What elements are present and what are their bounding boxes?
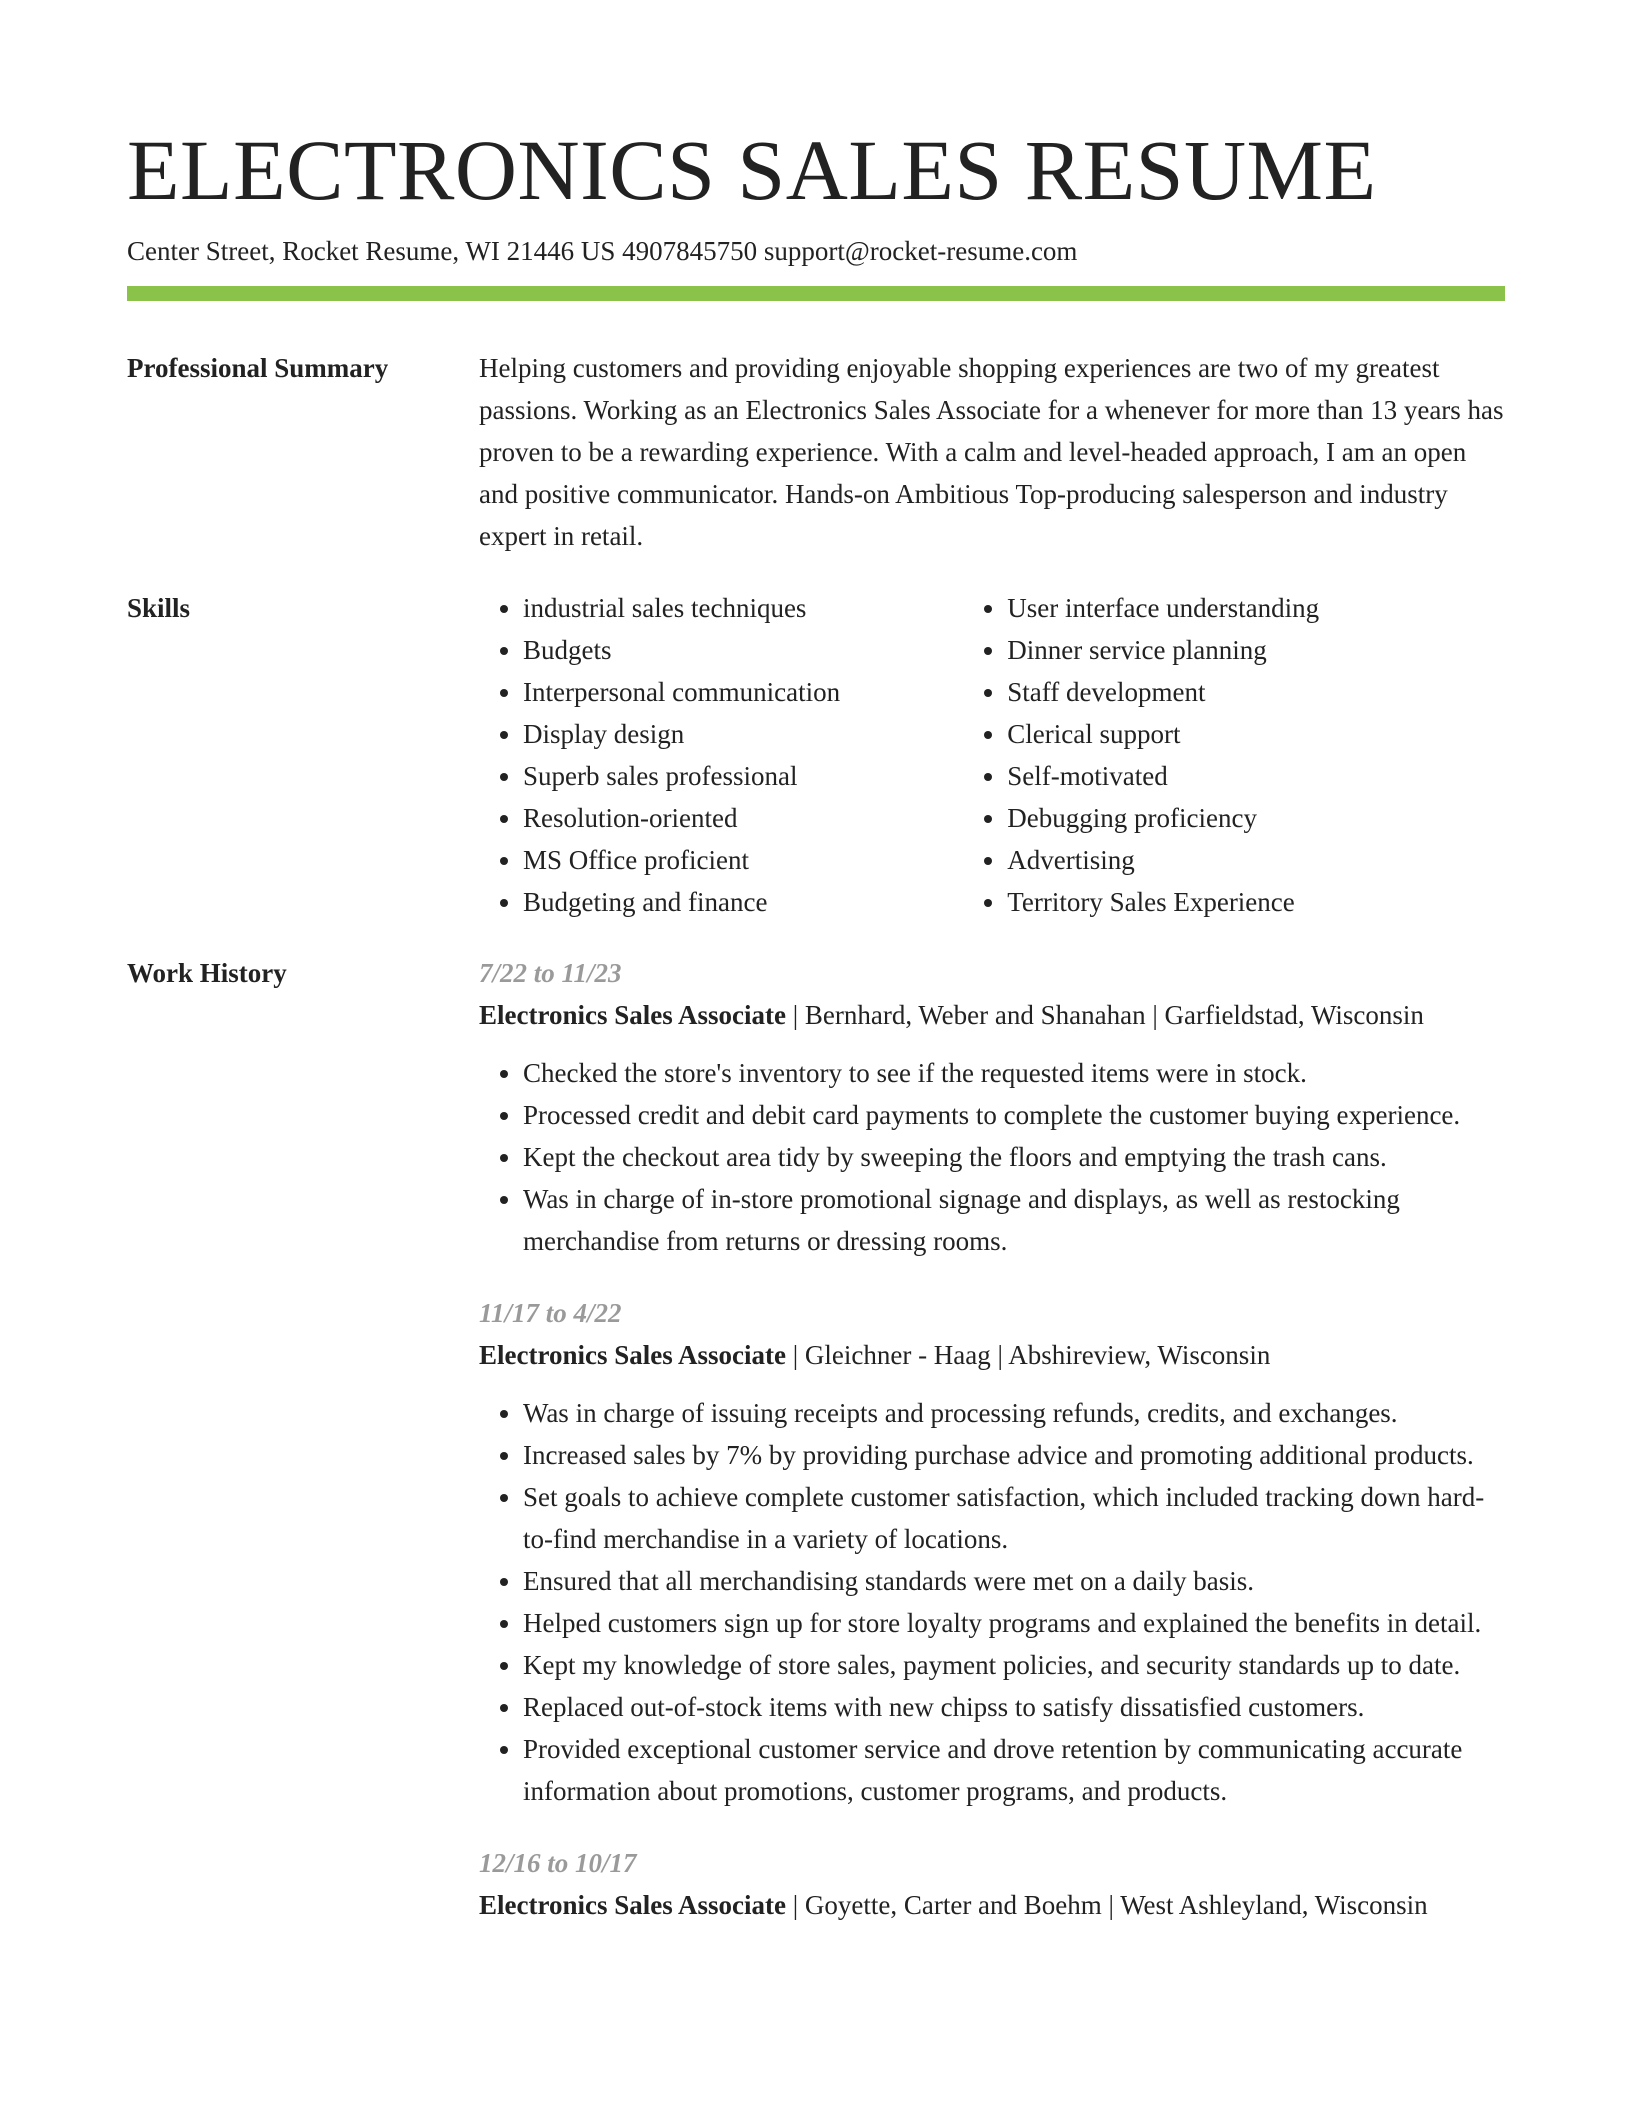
work-history-label: Work History bbox=[127, 958, 287, 988]
job-role: Electronics Sales Associate bbox=[479, 1000, 786, 1030]
summary-content bbox=[479, 347, 1505, 557]
duty-item: • Increased sales by 7% by providing purchase advice and promoting additional products. bbox=[523, 1434, 1505, 1476]
job-duties bbox=[479, 1392, 1505, 1812]
job-dates: 12/16 to 10/17 bbox=[479, 1848, 637, 1878]
job-dates: 11/17 to 4/22 bbox=[479, 1298, 622, 1328]
skill-item: • Superb sales professional bbox=[523, 755, 963, 797]
skills-list-left bbox=[479, 587, 963, 923]
skill-item: • Territory Sales Experience bbox=[1007, 881, 1505, 923]
summary-text: Helping customers and providing enjoyable shopping experiences are two of my greatest passions. Working as an Electronics Sales Associate for a whenever for more than 13 years has proven to be a rewarding experience. With a calm and level-headed approach, I am an open and positive communicator. Hands-on Ambitious Top-producing salesperson and industry expert in retail. bbox=[479, 353, 1504, 551]
duty-item: • Checked the store's inventory to see if the requested items were in stock. bbox=[523, 1052, 1505, 1094]
duty-item: • Processed credit and debit card payments to complete the customer buying experience. bbox=[523, 1094, 1505, 1136]
skill-item: • industrial sales techniques bbox=[523, 587, 963, 629]
skill-item: • MS Office proficient bbox=[523, 839, 963, 881]
skill-item: • Interpersonal communication bbox=[523, 671, 963, 713]
skill-item: • Advertising bbox=[1007, 839, 1505, 881]
duty-item: • Helped customers sign up for store loyalty programs and explained the benefits in detail. bbox=[523, 1602, 1505, 1644]
duty-item: • Replaced out-of-stock items with new chipss to satisfy dissatisfied customers. bbox=[523, 1686, 1505, 1728]
job-title-line bbox=[479, 994, 1505, 1036]
duty-item: • Provided exceptional customer service and drove retention by communicating accurate information about promotions, customer programs, and products. bbox=[523, 1728, 1505, 1812]
job-employer-location: | Goyette, Carter and Boehm | West Ashleyland, Wisconsin bbox=[785, 1890, 1428, 1920]
job-dates: 7/22 to 11/23 bbox=[479, 958, 622, 988]
work-history-content bbox=[479, 952, 1505, 1956]
duty-item: • Ensured that all merchandising standards were met on a daily basis. bbox=[523, 1560, 1505, 1602]
skill-item: • Resolution-oriented bbox=[523, 797, 963, 839]
job-employer-location: | Gleichner - Haag | Abshireview, Wisconsin bbox=[785, 1340, 1271, 1370]
duty-item: • Kept my knowledge of store sales, payment policies, and security standards up to date. bbox=[523, 1644, 1505, 1686]
resume-header bbox=[127, 118, 1505, 268]
resume-title: ELECTRONICS SALES RESUME bbox=[127, 122, 1377, 218]
skill-item: • Dinner service planning bbox=[1007, 629, 1505, 671]
skill-item: • Clerical support bbox=[1007, 713, 1505, 755]
job-duties bbox=[479, 1052, 1505, 1262]
duty-item: • Set goals to achieve complete customer satisfaction, which included tracking down hard-to-find merchandise in a variety of locations. bbox=[523, 1476, 1505, 1560]
skill-item: • Staff development bbox=[1007, 671, 1505, 713]
contact-line: Center Street, Rocket Resume, WI 21446 US 4907845750 support@rocket-resume.com bbox=[127, 236, 1078, 266]
skill-item: • Self-motivated bbox=[1007, 755, 1505, 797]
skills-list-right bbox=[963, 587, 1505, 923]
skill-item: • Debugging proficiency bbox=[1007, 797, 1505, 839]
job-entry bbox=[479, 1292, 1505, 1812]
job-title-line bbox=[479, 1884, 1505, 1926]
job-entry bbox=[479, 952, 1505, 1262]
skill-item: • User interface understanding bbox=[1007, 587, 1505, 629]
job-role: Electronics Sales Associate bbox=[479, 1340, 786, 1370]
skills-label: Skills bbox=[127, 593, 191, 623]
summary-label: Professional Summary bbox=[127, 353, 389, 383]
job-title-line bbox=[479, 1334, 1505, 1376]
skill-item: • Budgeting and finance bbox=[523, 881, 963, 923]
duty-item: • Was in charge of issuing receipts and processing refunds, credits, and exchanges. bbox=[523, 1392, 1505, 1434]
job-role: Electronics Sales Associate bbox=[479, 1890, 786, 1920]
skill-item: • Display design bbox=[523, 713, 963, 755]
job-employer-location: | Bernhard, Weber and Shanahan | Garfieldstad, Wisconsin bbox=[785, 1000, 1424, 1030]
skill-item: • Budgets bbox=[523, 629, 963, 671]
accent-divider bbox=[127, 286, 1505, 301]
duty-item: • Kept the checkout area tidy by sweeping the floors and emptying the trash cans. bbox=[523, 1136, 1505, 1178]
duty-item: • Was in charge of in-store promotional signage and displays, as well as restocking merchandise from returns or dressing rooms. bbox=[523, 1178, 1505, 1262]
skills-columns bbox=[479, 587, 1505, 923]
job-entry bbox=[479, 1842, 1505, 1926]
